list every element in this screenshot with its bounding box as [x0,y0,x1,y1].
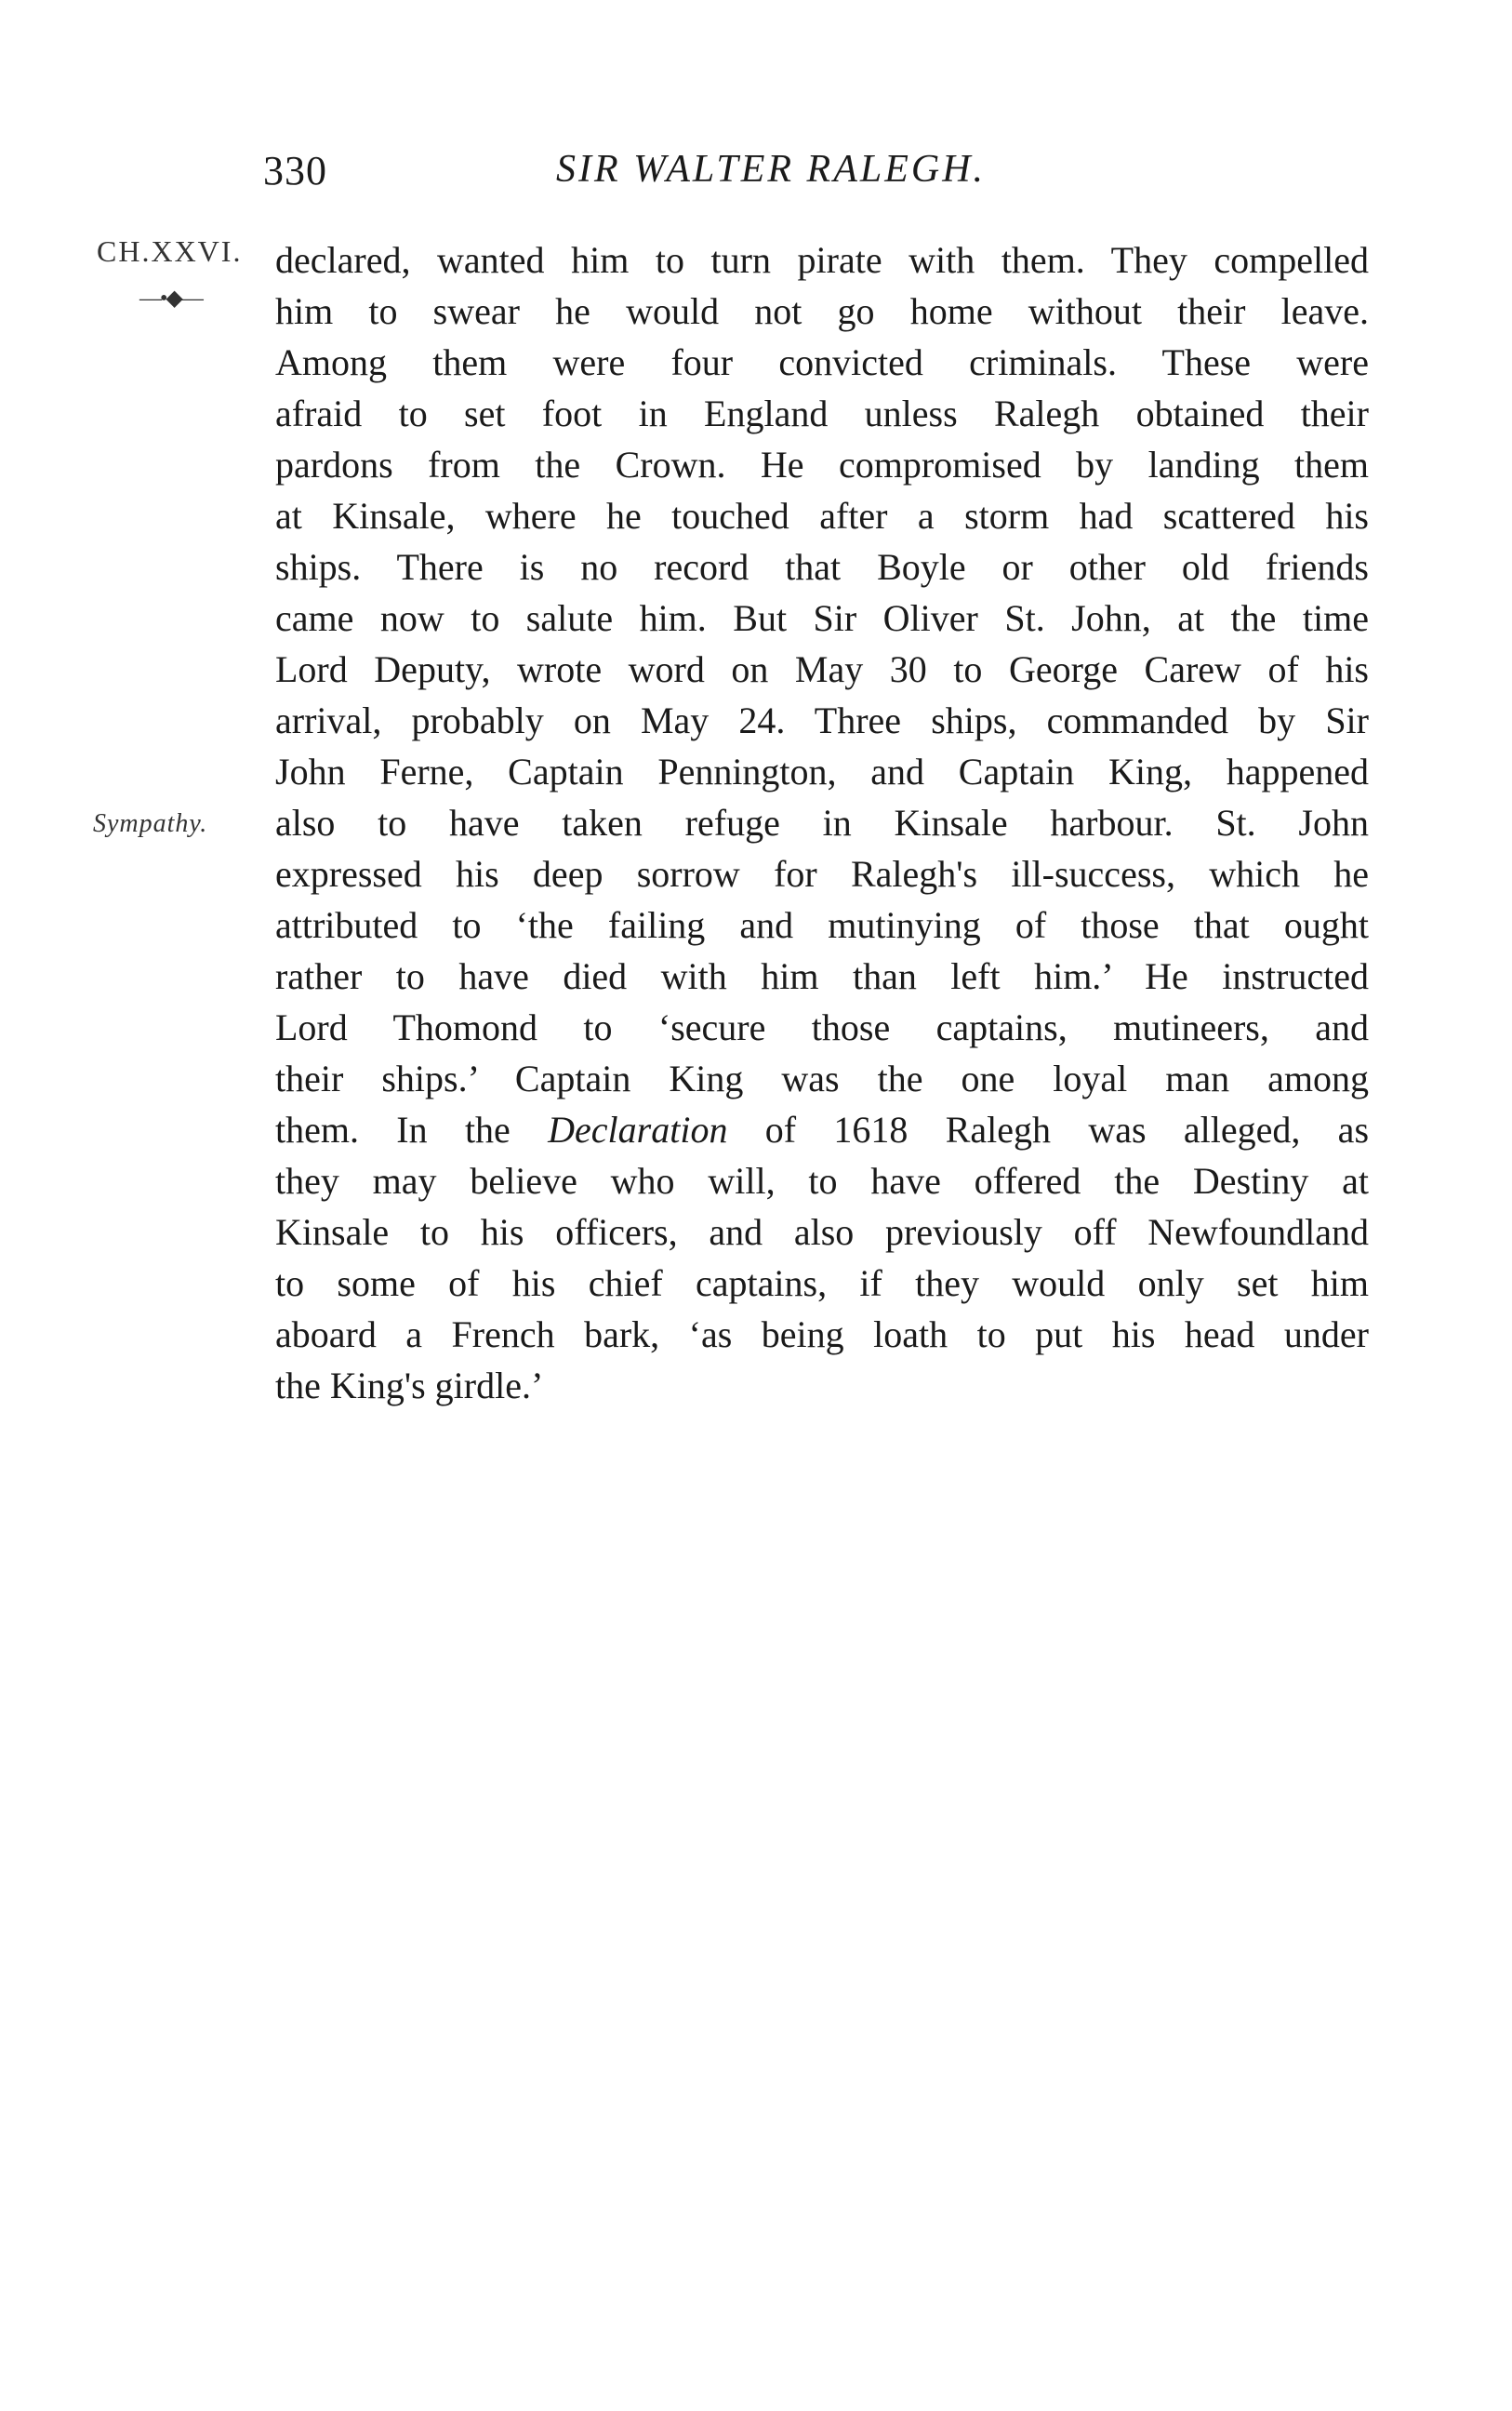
body-text [275,234,1369,1411]
line-segment: of 1618 Ralegh was alleged, as [727,1109,1369,1151]
text-line: afraid to set foot in England unless Ralegh obtained their [275,393,1369,434]
text-line: came now to salute him. But Sir Oliver St. John, at the time [275,597,1369,639]
text-line: rather to have died with him than left him.’ He instructed [275,955,1369,997]
running-title: SIR WALTER RALEGH. [556,148,987,191]
page-number: 330 [263,148,327,193]
text-line: to some of his chief captains, if they would only set him [275,1262,1369,1304]
text-line: declared, wanted him to turn pirate with them. They compelled [275,239,1369,281]
text-line: their ships.’ Captain King was the one loyal man among [275,1058,1369,1099]
text-line: Kinsale to his officers, and also previously off Newfoundland [275,1211,1369,1253]
text-line-last: the King's girdle.’ [275,1365,544,1406]
text-line: also to have taken refuge in Kinsale harbour. St. John [275,802,1369,844]
margin-sidenote: Sympathy. [93,809,208,838]
text-line: at Kinsale, where he touched after a storm had scattered his [275,495,1369,537]
text-line: pardons from the Crown. He compromised by landing them [275,444,1369,486]
text-line: arrival, probably on May 24. Three ships, commanded by Sir [275,699,1369,741]
text-line: attributed to ‘the failing and mutinying of those that ought [275,904,1369,946]
text-line: Lord Thomond to ‘secure those captains, mutineers, and [275,1006,1369,1048]
text-line: aboard a French bark, ‘as being loath to put his head under [275,1313,1369,1355]
ornament-icon: —•◆— [139,286,202,311]
text-line: Lord Deputy, wrote word on May 30 to George Carew of his [275,648,1369,690]
italic-title-declaration: Declaration [548,1109,728,1151]
text-line: they may believe who will, to have offered the Destiny at [275,1160,1369,1202]
text-line: Among them were four convicted criminals. These were [275,341,1369,383]
margin-chapter-label: CH.XXVI. [97,234,243,268]
text-line: ships. There is no record that Boyle or other old friends [275,546,1369,588]
text-line: John Ferne, Captain Pennington, and Captain King, happened [275,751,1369,793]
text-line: expressed his deep sorrow for Ralegh's ill-success, which he [275,853,1369,895]
text-line-with-italic [275,1104,1369,1155]
text-line: him to swear he would not go home without their leave. [275,290,1369,332]
running-header [0,147,1512,203]
line-segment: them. In the [275,1109,549,1151]
